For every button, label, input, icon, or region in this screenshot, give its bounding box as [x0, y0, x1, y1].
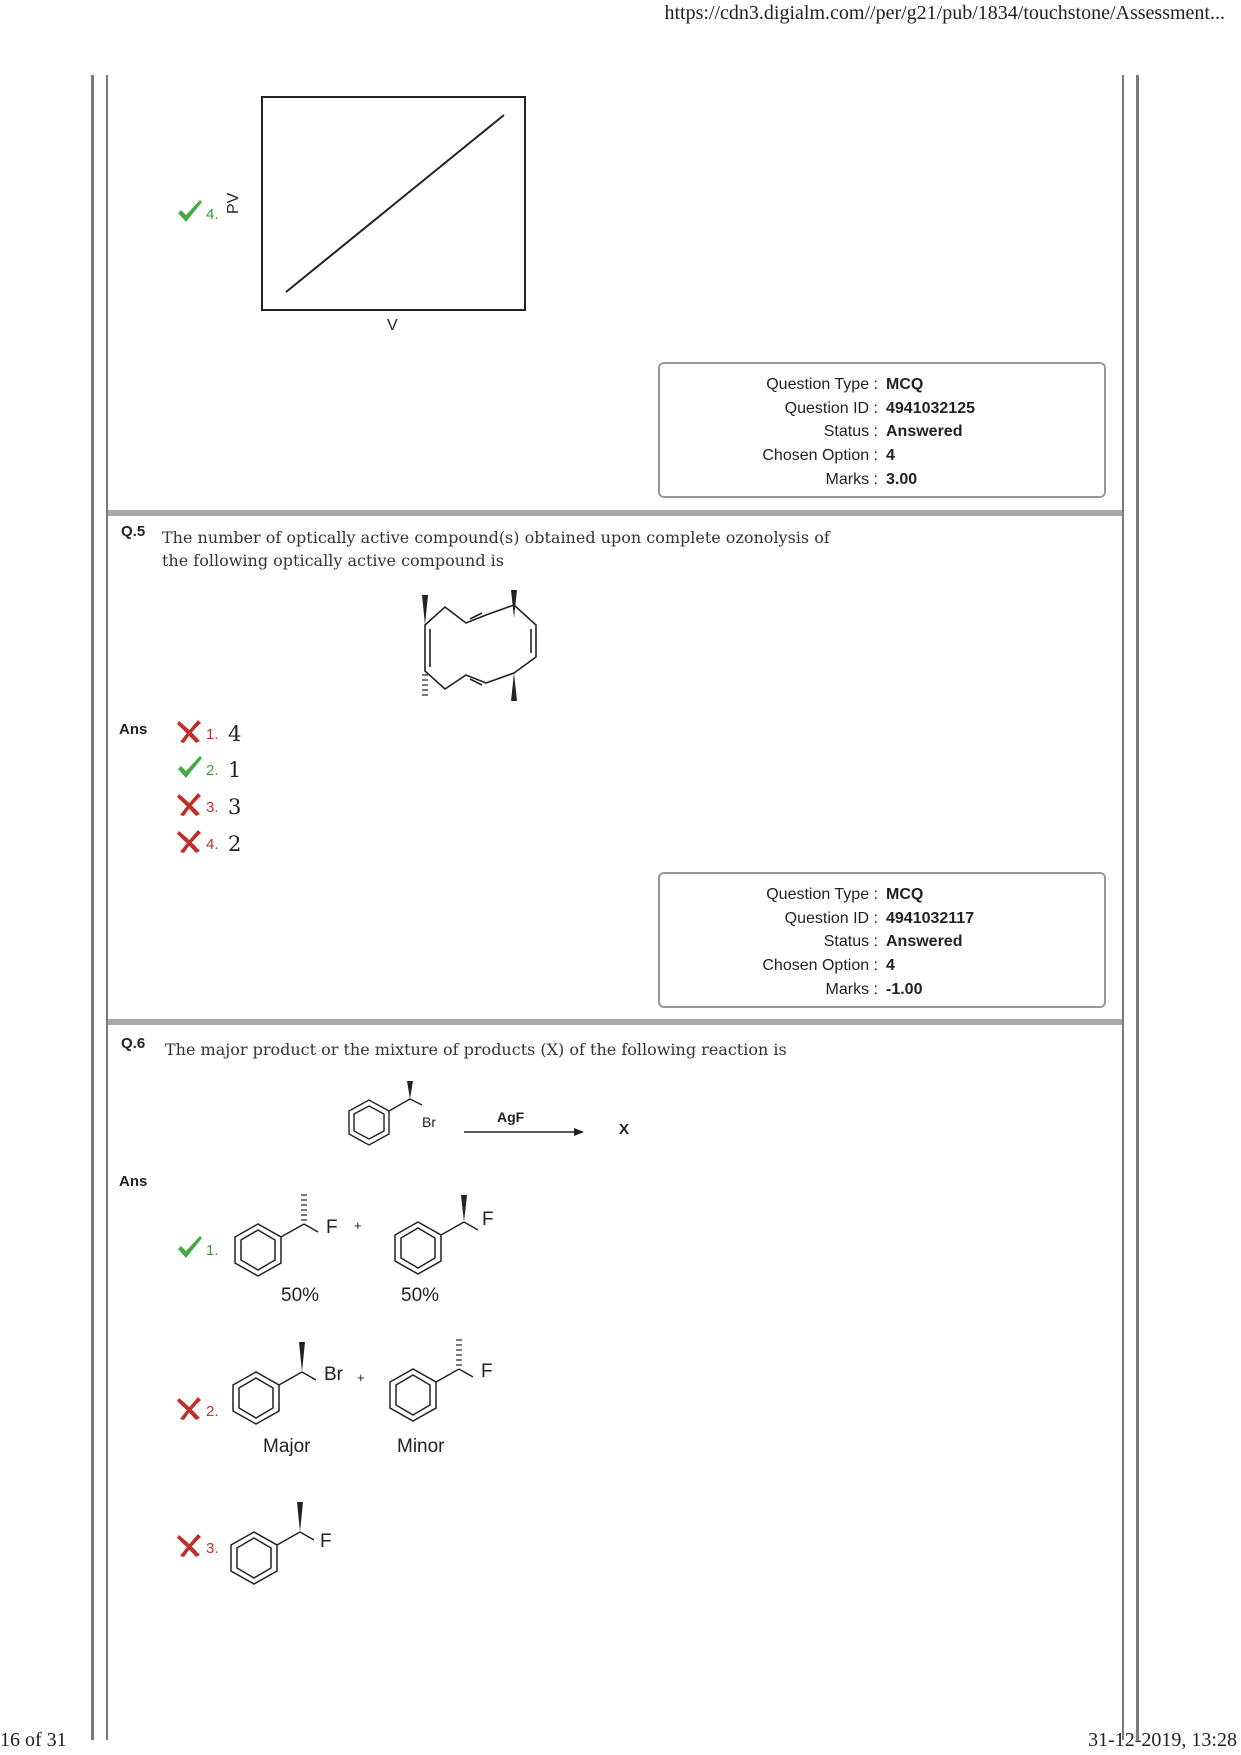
cross-icon — [176, 828, 202, 854]
ans-label: Ans — [119, 1173, 148, 1190]
frame-left-outer — [91, 75, 94, 1740]
option-text: 1 — [228, 758, 242, 782]
plus-sign: + — [357, 1370, 365, 1385]
print-datetime: 31-12-2019, 13:28 — [1088, 1729, 1237, 1751]
label: Question Type : — [766, 886, 878, 903]
leaving-group-label: Br — [422, 1114, 436, 1130]
label: Question ID : — [784, 910, 878, 927]
question-id: 4941032117 — [886, 910, 975, 927]
pv-vs-v-plot — [225, 90, 535, 340]
cyclic-diene-structure — [390, 585, 550, 705]
option-number: 1. — [206, 726, 219, 743]
question-text-line: The number of optically active compound(s) obtained upon complete ozonolysis of — [162, 528, 830, 547]
page-url: https://cdn3.digialm.com//per/g21/pub/1834/touchstone/Assessment... — [664, 2, 1225, 24]
status: Answered — [886, 933, 963, 950]
question-type: MCQ — [886, 376, 924, 393]
ratio-label: 50% — [401, 1285, 440, 1306]
option-text: 3 — [228, 795, 242, 819]
option-number: 3. — [206, 1540, 219, 1557]
option-number: 4. — [206, 206, 219, 223]
atom-label: F — [482, 1209, 494, 1230]
question-info-box — [658, 362, 1106, 498]
question-text: The major product or the mixture of products (X) of the following reaction is — [165, 1040, 787, 1059]
frame-left-inner — [106, 75, 108, 1740]
label: Question Type : — [766, 376, 878, 393]
option-row — [176, 754, 296, 786]
question-text-line: the following optically active compound is — [162, 551, 504, 570]
atom-label: Br — [324, 1364, 343, 1385]
check-icon — [176, 1234, 204, 1262]
frame-right-outer — [1136, 75, 1139, 1740]
question-number: Q.6 — [121, 1035, 146, 1052]
question-number: Q.5 — [121, 523, 146, 540]
option-2-structures — [228, 1330, 508, 1440]
section-divider — [108, 1019, 1122, 1025]
info-row-status — [660, 931, 1108, 953]
option-text: 4 — [228, 722, 242, 746]
cross-icon — [176, 1532, 202, 1558]
check-icon — [176, 754, 204, 782]
option-number: 3. — [206, 799, 219, 816]
marks: -1.00 — [886, 981, 923, 998]
plot-ylabel: PV — [225, 192, 242, 214]
reaction-scheme — [340, 1080, 640, 1160]
question-type: MCQ — [886, 886, 924, 903]
option-number: 4. — [206, 836, 219, 853]
product-ratio-label: Minor — [397, 1436, 445, 1457]
option-number: 2. — [206, 762, 219, 779]
product-label: X — [619, 1121, 630, 1138]
cross-icon — [176, 791, 202, 817]
product-ratio-label: Major — [263, 1436, 311, 1457]
option-number: 2. — [206, 1403, 219, 1420]
option-row — [176, 718, 296, 750]
info-row-type — [660, 374, 1108, 396]
page-counter: 16 of 31 — [0, 1729, 67, 1751]
option-number: 1. — [206, 1242, 219, 1259]
option-row — [176, 1234, 236, 1266]
label: Chosen Option : — [762, 447, 878, 464]
question-id: 4941032125 — [886, 400, 975, 417]
label: Status : — [823, 423, 878, 440]
info-row-id — [660, 908, 1108, 930]
atom-label: F — [320, 1531, 332, 1552]
info-row-status — [660, 421, 1108, 443]
atom-label: F — [326, 1217, 338, 1238]
reagent-label: AgF — [497, 1109, 525, 1125]
marks: 3.00 — [886, 471, 918, 488]
info-row-marks — [660, 979, 1108, 1001]
question-info-box — [658, 872, 1106, 1008]
label: Question ID : — [784, 400, 878, 417]
option-row — [176, 828, 296, 860]
label: Marks : — [825, 981, 878, 998]
option-text: 2 — [228, 832, 242, 856]
status: Answered — [886, 423, 963, 440]
cross-icon — [176, 718, 202, 744]
option-row — [176, 1395, 236, 1427]
ratio-label: 50% — [281, 1285, 320, 1306]
ans-label: Ans — [119, 721, 148, 738]
chosen-option: 4 — [886, 957, 895, 974]
plot-line — [286, 115, 504, 292]
plot-xlabel: V — [387, 317, 398, 334]
label: Chosen Option : — [762, 957, 878, 974]
info-row-marks — [660, 469, 1108, 491]
option-row — [176, 791, 296, 823]
info-row-chosen — [660, 445, 1108, 467]
info-row-type — [660, 884, 1108, 906]
info-row-id — [660, 398, 1108, 420]
info-row-chosen — [660, 955, 1108, 977]
chosen-option: 4 — [886, 447, 895, 464]
section-divider — [108, 510, 1122, 516]
frame-right-inner — [1122, 75, 1124, 1740]
check-icon — [176, 198, 204, 226]
option-1-structures — [230, 1185, 510, 1285]
atom-label: F — [481, 1361, 493, 1382]
plus-sign: + — [354, 1218, 362, 1233]
label: Marks : — [825, 471, 878, 488]
label: Status : — [823, 933, 878, 950]
cross-icon — [176, 1395, 202, 1421]
